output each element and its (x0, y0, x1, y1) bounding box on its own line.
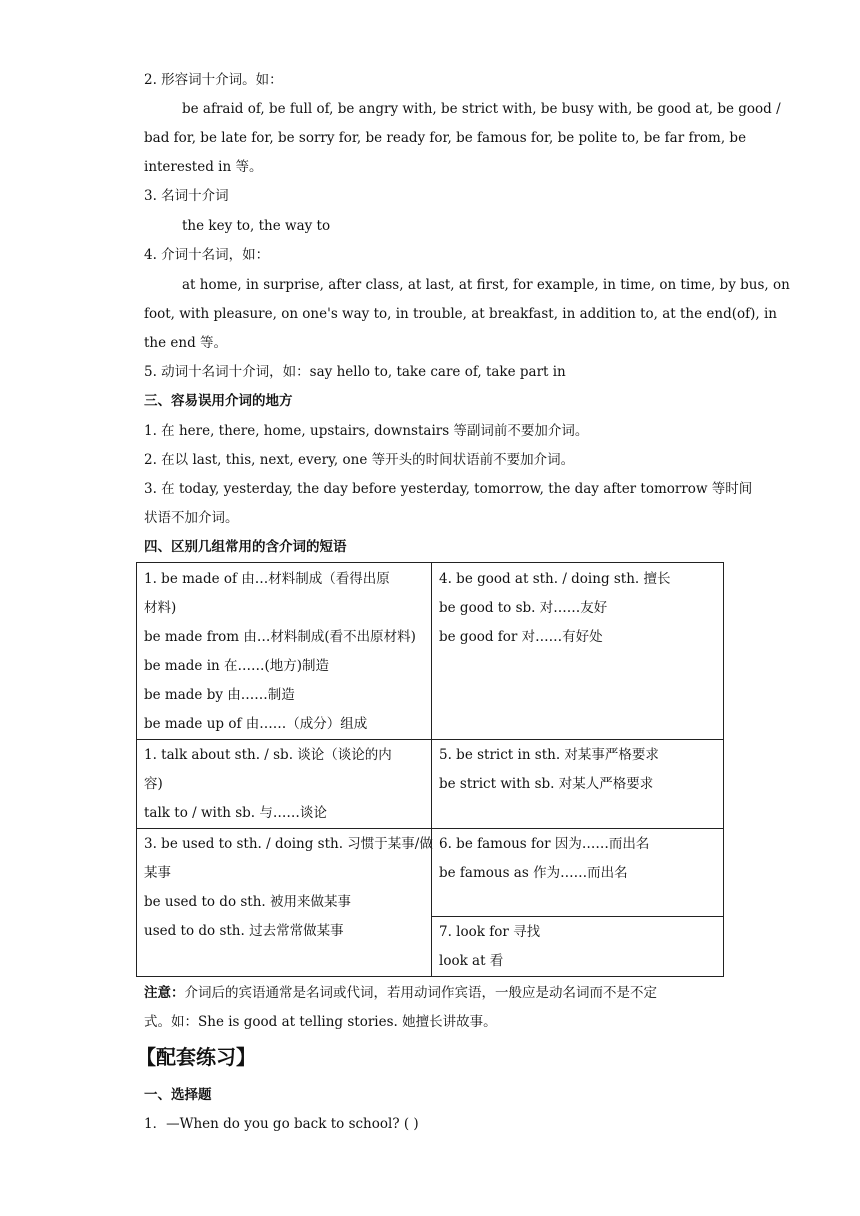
cell-line: 材料) (144, 600, 177, 616)
misuse-item-1: 1. 在 here, there, home, upstairs, downstairs 等副词前不要加介词。 (144, 423, 589, 439)
section-2-line-1: be afraid of, be full of, be angry with, be strict with, be busy with, be good at, be good / (182, 101, 781, 117)
section-3-title: 3. 名词十介词 (144, 188, 229, 204)
cell-line: be strict with sb. 对某人严格要求 (439, 776, 654, 792)
cell-line: be good to sb. 对……友好 (439, 600, 608, 616)
misuse-item-3-line-1: 3. 在 today, yesterday, the day before yesterday, tomorrow, the day after tomorrow 等时间 (144, 481, 753, 497)
practice-heading-1: 一、选择题 (144, 1087, 212, 1103)
cell-line: be made from 由…材料制成(看不出原材料) (144, 629, 416, 645)
section-4-line-2: foot, with pleasure, on one's way to, in trouble, at breakfast, in addition to, at the end(of), in (144, 306, 777, 322)
heading-3: 三、容易误用介词的地方 (144, 393, 293, 409)
practice-title: 【配套练习】 (136, 1045, 256, 1069)
cell-line: look at 看 (439, 953, 504, 969)
question-1: 1．—When do you go back to school? ( ) (144, 1116, 419, 1132)
section-2-line-2: bad for, be late for, be sorry for, be ready for, be famous for, be polite to, be far from, be (144, 130, 747, 146)
cell-line: 3. be used to sth. / doing sth. 习惯于某事/做 (144, 836, 433, 852)
cell-line: 6. be famous for 因为……而出名 (439, 836, 650, 852)
section-3-line-1: the key to, the way to (182, 218, 331, 234)
cell-line: 5. be strict in sth. 对某事严格要求 (439, 747, 659, 763)
table-cell-strict (431, 739, 724, 829)
table-cell-talk (136, 739, 432, 829)
table-cell-look (431, 916, 724, 977)
note-label: 注意： (144, 985, 185, 1001)
cell-line: 容) (144, 776, 163, 792)
cell-line: 某事 (144, 865, 171, 881)
table-cell-famous (431, 828, 724, 917)
note-text: 介词后的宾语通常是名词或代词，若用动词作宾语，一般应是动名词而不是不定 (184, 985, 657, 1001)
section-4-title: 4. 介词十名词，如： (144, 247, 270, 263)
cell-line: used to do sth. 过去常常做某事 (144, 923, 344, 939)
note-line-2: 式。如：She is good at telling stories. 她擅长讲故事。 (144, 1014, 497, 1030)
note-line-1 (144, 983, 657, 1003)
section-5-title: 5. 动词十名词十介词，如：say hello to, take care of, take part in (144, 364, 566, 380)
section-2-title: 2. 形容词十介词。如： (144, 72, 283, 88)
cell-line: 1. talk about sth. / sb. 谈论（谈论的内 (144, 747, 392, 763)
cell-line: be made by 由……制造 (144, 687, 295, 703)
section-4-line-3: the end 等。 (144, 335, 228, 351)
misuse-item-3-line-2: 状语不加介词。 (144, 510, 239, 526)
cell-line: talk to / with sb. 与……谈论 (144, 805, 327, 821)
misuse-item-2: 2. 在以 last, this, next, every, one 等开头的时间状语前不要加介词。 (144, 452, 575, 468)
cell-line: 7. look for 寻找 (439, 924, 541, 940)
section-4-line-1: at home, in surprise, after class, at last, at first, for example, in time, on time, by bus, on (182, 277, 790, 293)
cell-line: be famous as 作为……而出名 (439, 865, 628, 881)
cell-line: 4. be good at sth. / doing sth. 擅长 (439, 571, 671, 587)
cell-line: be made up of 由……（成分）组成 (144, 716, 368, 732)
section-2-line-3: interested in 等。 (144, 159, 263, 175)
table-cell-good (431, 562, 724, 740)
heading-4: 四、区别几组常用的含介词的短语 (144, 539, 347, 555)
cell-line: be made in 在……(地方)制造 (144, 658, 330, 674)
table-cell-used (136, 828, 432, 977)
table-cell-made (136, 562, 432, 740)
cell-line: be good for 对……有好处 (439, 629, 603, 645)
cell-line: 1. be made of 由…材料制成（看得出原 (144, 571, 390, 587)
cell-line: be used to do sth. 被用来做某事 (144, 894, 352, 910)
